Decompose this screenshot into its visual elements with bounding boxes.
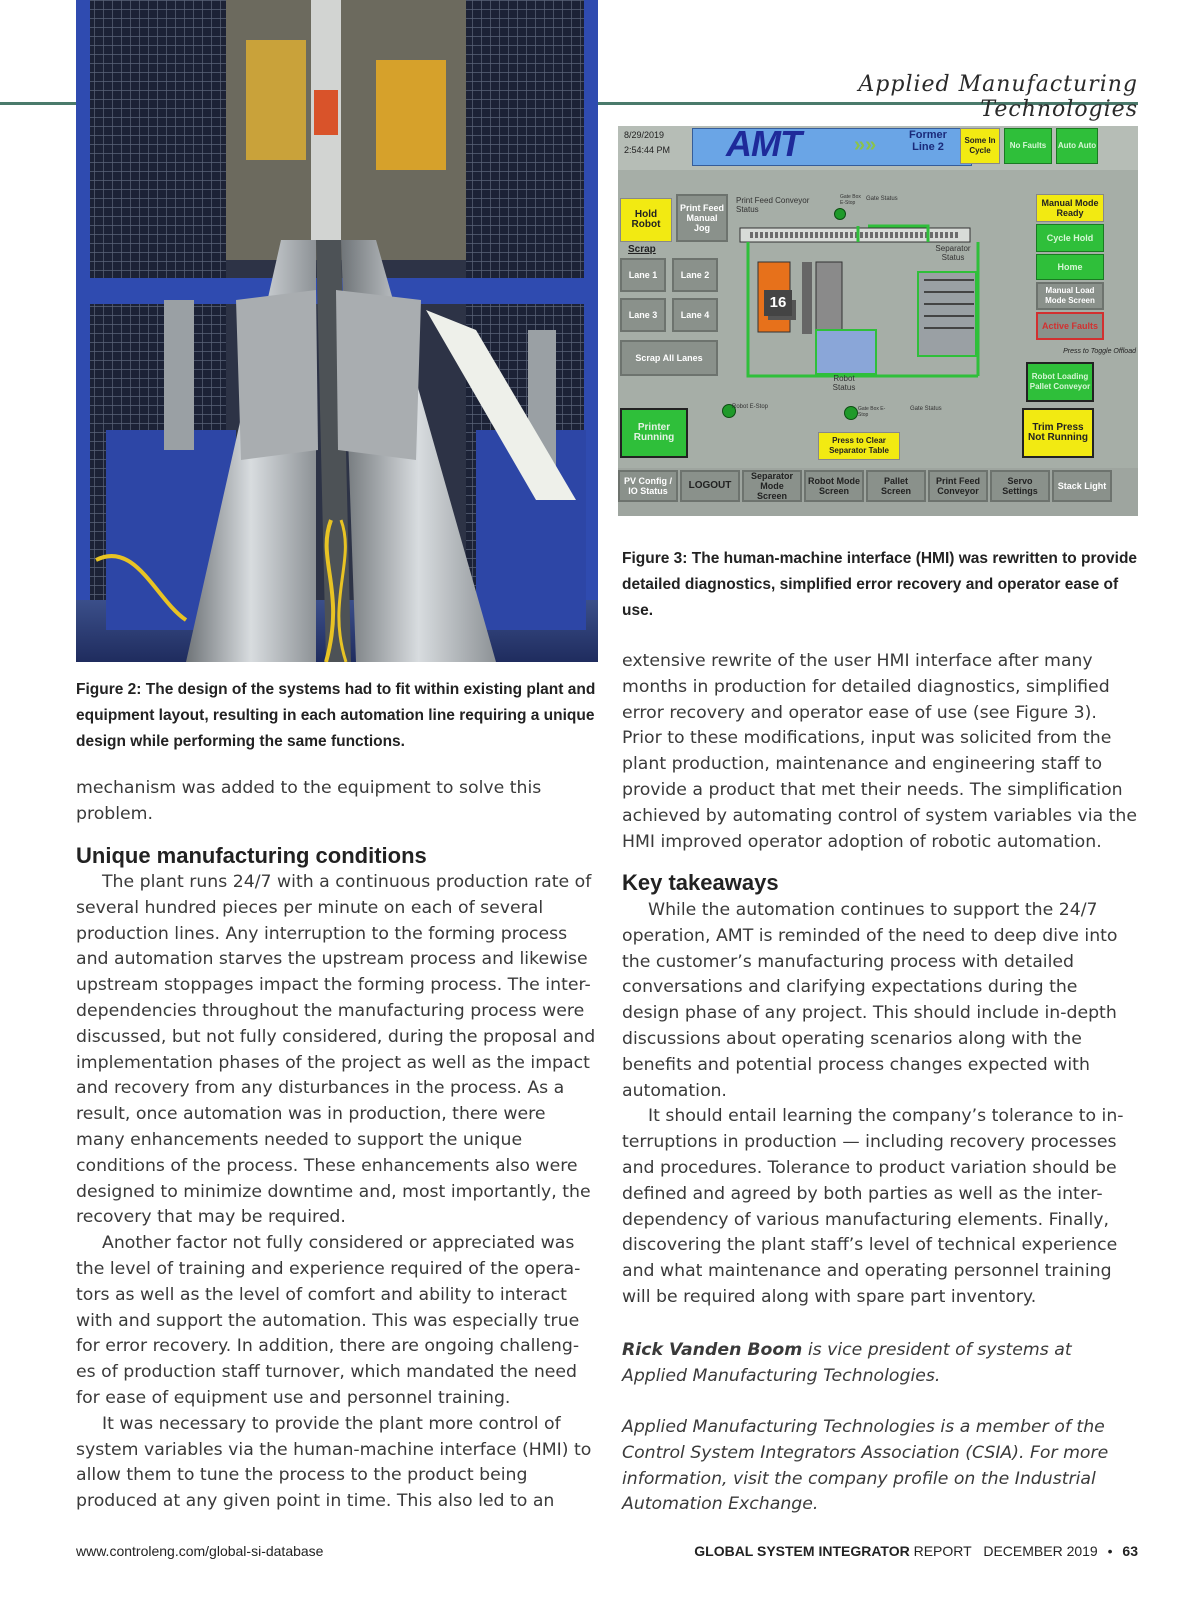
robot-estop-label: Robot E-Stop (732, 404, 769, 410)
figure-3-hmi-screen (618, 126, 1138, 516)
pallet-screen-button[interactable]: Pallet Screen (866, 470, 926, 502)
manual-load-screen-button[interactable]: Manual Load Mode Screen (1036, 282, 1104, 310)
publication-title: Applied Manufacturing Technologies (858, 72, 1138, 122)
left-column-intro: mechanism was added to the equipment to solve this problem. (76, 778, 542, 824)
section-heading-unique: Unique manufacturing conditions (76, 843, 427, 868)
gate-estop-bottom-label: Gate Box E-Stop (858, 406, 886, 418)
scrap-all-lanes-button[interactable]: Scrap All Lanes (620, 340, 718, 376)
section-heading-takeaways: Key takeaways (622, 870, 779, 895)
lane-1-button[interactable]: Lane 1 (620, 258, 666, 292)
left-column-body (76, 870, 598, 1515)
report-date: DECEMBER 2019 (983, 1543, 1098, 1559)
figure-3-caption: Figure 3: The human-machine interface (HMI) was rewritten to provide detailed diagnostics, simplified error recovery and operator ease of use. (622, 550, 1138, 619)
lane-4-button[interactable]: Lane 4 (672, 298, 718, 332)
separator-status-label: Separator Status (935, 244, 971, 262)
status-faults: No Faults (1004, 128, 1052, 164)
printer-running-button[interactable]: Printer Running (620, 408, 688, 458)
paragraph: It should entail learning the company’s tolerance to in-terruptions in production — including recovery processes and procedures. Tolerance to product variation should be defined and agreed by both parties as well as the inter-dependency of various manufacturing elements. Finally, discovering the plant staff’s level of technical experience and what maintenance and operating personnel training will be required along with spare part inventory. (622, 1106, 1124, 1307)
author-bio-text: is vice president of systems at Applied Manufacturing Technologies. (622, 1340, 1072, 1386)
paragraph: Another factor not fully considered or appreciated was the level of training and experience required of the opera-tors as well as the level of comfort and ability to interact with and support the automation. This was especially true for error recovery. In addition, there are ongoing challeng-es of production staff turnover, which mandated the need for ease of equipment use and personnel training. (76, 1233, 581, 1408)
figure-2-photo (76, 0, 598, 662)
print-feed-jog-button[interactable]: Print Feed Manual Jog (676, 194, 728, 242)
hmi-counter: 16 (764, 290, 792, 316)
scrap-label: Scrap (628, 244, 656, 255)
print-feed-conveyor-button[interactable]: Print Feed Conveyor (928, 470, 988, 502)
clear-separator-button[interactable]: Press to Clear Separator Table (818, 432, 900, 460)
robot-loading-button[interactable]: Robot Loading Pallet Conveyor (1026, 362, 1094, 402)
pv-config-button[interactable]: PV Config / IO Status (618, 470, 678, 502)
active-faults-button[interactable]: Active Faults (1036, 312, 1104, 340)
hmi-time: 2:54:44 PM (624, 145, 671, 155)
lane-2-button[interactable]: Lane 2 (672, 258, 718, 292)
automation-line-photo (76, 0, 598, 662)
membership-note: Applied Manufacturing Technologies is a member of the Control System Integrators Association (CSIA). For more information, visit the company profile on the Industrial Automation Exchange. (622, 1417, 1109, 1515)
hmi-date: 8/29/2019 (624, 130, 665, 140)
report-title-bold: GLOBAL SYSTEM INTEGRATOR (694, 1543, 910, 1559)
footer-report (672, 1543, 1138, 1559)
paragraph: It was necessary to provide the plant more control of system variables via the human-machine interface (HMI) to allow them to tune the process to the product being produced at any given point in time. This also led to an (76, 1413, 592, 1512)
lane-3-button[interactable]: Lane 3 (620, 298, 666, 332)
footer-url[interactable]: www.controleng.com/global-si-database (76, 1543, 324, 1559)
toggle-offload-label: Press to Toggle Offload (1063, 348, 1136, 355)
separator-mode-button[interactable]: Separator Mode Screen (742, 470, 802, 502)
status-cycle: Some In Cycle (960, 128, 1000, 164)
gate-status-top-label: Gate Status (866, 196, 898, 202)
trim-press-button[interactable]: Trim Press Not Running (1022, 408, 1094, 458)
right-column-continuation: extensive rewrite of the user HMI interface after many months in production for detailed diagnostics, simplified error recovery and operator ease of use (see Figure 3). Prior to these modifications, input was solicited from the plant production, maintenance and engineering staff to provide a product that met their needs. The simplification achieved by automating control of system variables via the HMI improved operator adoption of robotic automation. (622, 651, 1137, 852)
figure-2-caption: Figure 2: The design of the systems had to fit within existing plant and equipment layout, resulting in each automation line requiring a unique design while performing the same functions. (76, 681, 596, 750)
home-button[interactable]: Home (1036, 254, 1104, 280)
gate-status-bottom-label: Gate Status (910, 406, 942, 412)
cycle-hold-button[interactable]: Cycle Hold (1036, 224, 1104, 252)
paragraph: While the automation continues to support the 24/7 operation, AMT is reminded of the need to deep dive into the customer’s manufacturing process with detailed conversations and clarifying expectations during the design phase of any project. This should include in-depth discussions about operating scenarios along with the benefits and potential process changes expected with automation. (622, 900, 1118, 1101)
amt-logo-chevron-icon: »» (854, 134, 877, 156)
page-number: 63 (1122, 1543, 1138, 1559)
hold-robot-button[interactable]: Hold Robot (620, 198, 672, 242)
robot-status-label: Robot Status (832, 374, 856, 392)
footer-separator: • (1107, 1543, 1113, 1559)
amt-logo: AMT (726, 126, 801, 164)
servo-settings-button[interactable]: Servo Settings (990, 470, 1050, 502)
print-feed-status-label: Print Feed Conveyor Status (736, 196, 810, 214)
robot-mode-button[interactable]: Robot Mode Screen (804, 470, 864, 502)
gate-estop-bottom-indicator-icon (844, 406, 858, 420)
right-column-body (622, 898, 1138, 1311)
status-auto: Auto Auto (1056, 128, 1098, 164)
hmi-line-title: Former Line 2 (909, 129, 947, 153)
report-title-light: REPORT (909, 1543, 972, 1559)
logout-button[interactable]: LOGOUT (680, 470, 740, 502)
stack-light-button[interactable]: Stack Light (1052, 470, 1112, 502)
gate-estop-top-label: Gate Box E-Stop (840, 194, 861, 206)
header-rule-left (0, 102, 76, 105)
gate-estop-top-indicator-icon (834, 208, 846, 220)
manual-mode-ready-button[interactable]: Manual Mode Ready (1036, 194, 1104, 222)
paragraph: The plant runs 24/7 with a continuous production rate of several hundred pieces per minute on each of several production lines. Any interruption to the forming process and automation starves the upstream process and likewise upstream stoppages impact the forming process. The inter-dependencies throughout the manufacturing process were discussed, but not fully considered, during the proposal and implementation phases of the project as well as the impact and recovery from any disturbances in the process. As a result, once automation was in production, there were many enhancements needed to support the unique conditions of the process. These enhancements also were designed to minimize downtime and, most importantly, the recovery that may be required. (76, 872, 596, 1228)
author-bio (622, 1338, 1138, 1390)
author-name: Rick Vanden Boom (622, 1340, 803, 1360)
